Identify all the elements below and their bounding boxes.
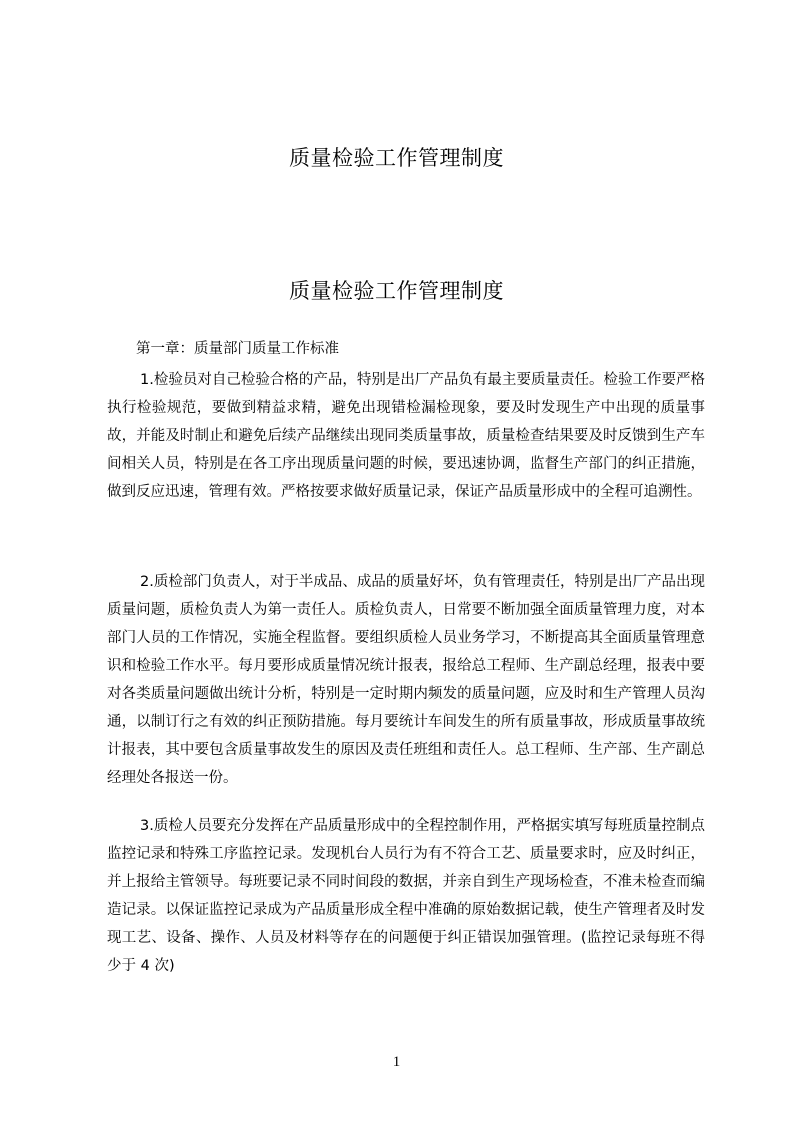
chapter-heading: 第一章：质量部门质量工作标准 — [136, 341, 339, 357]
paragraph-3: 3.质检人员要充分发挥在产品质量形成中的全程控制作用，严格据实填写每班质量控制点监控记录和特殊工序监控记录。发现机台人员行为有不符合工艺、质量要求时，应及时纠正，并上报给主管领导。每班要记录不同时间段的数据，并亲自到生产现场检查，不准未检查而编造记录。以保证监控记录成为产品质量形成全程中准确的原始数据记载，使生产管理者及时发现工艺、设备、操作、人员及材料等存在的问题便于纠正错误加强管理。(监控记录每班不得少于 4 次) — [107, 818, 705, 974]
paragraph-1: 1.检验员对自己检验合格的产品，特别是出厂产品负有最主要质量责任。检验工作要严格执行检验规范，要做到精益求精，避免出现错检漏检现象，要及时发现生产中出现的质量事故，并能及时制止和避免后续产品继续出现同类质量事故，质量检查结果要及时反馈到生产车间相关人员，特别是在各工序出现质量问题的时候，要迅速协调，监督生产部门的纠正措施，做到反应迅速，管理有效。严格按要求做好质量记录，保证产品质量形成中的全程可追溯性。 — [107, 372, 705, 500]
paragraph-2: 2.质检部门负责人，对于半成品、成品的质量好坏，负有管理责任，特别是出厂产品出现质量问题，质检负责人为第一责任人。质检负责人，日常要不断加强全面质量管理力度，对本部门人员的工作情况，实施全程监督。要组织质检人员业务学习，不断提高其全面质量管理意识和检验工作水平。每月要形成质量情况统计报表，报给总工程师、生产副总经理，报表中要对各类质量问题做出统计分析，特别是一定时期内频发的质量问题，应及时和生产管理人员沟通，以制订行之有效的纠正预防措施。每月要统计车间发生的所有质量事故，形成质量事故统计报表，其中要包含质量事故发生的原因及责任班组和责任人。总工程师、生产部、生产副总经理处各报送一份。 — [107, 574, 705, 786]
document-title-main: 质量检验工作管理制度 — [289, 279, 504, 303]
document-title-top: 质量检验工作管理制度 — [289, 146, 504, 170]
page-number: 1 — [392, 1054, 401, 1070]
